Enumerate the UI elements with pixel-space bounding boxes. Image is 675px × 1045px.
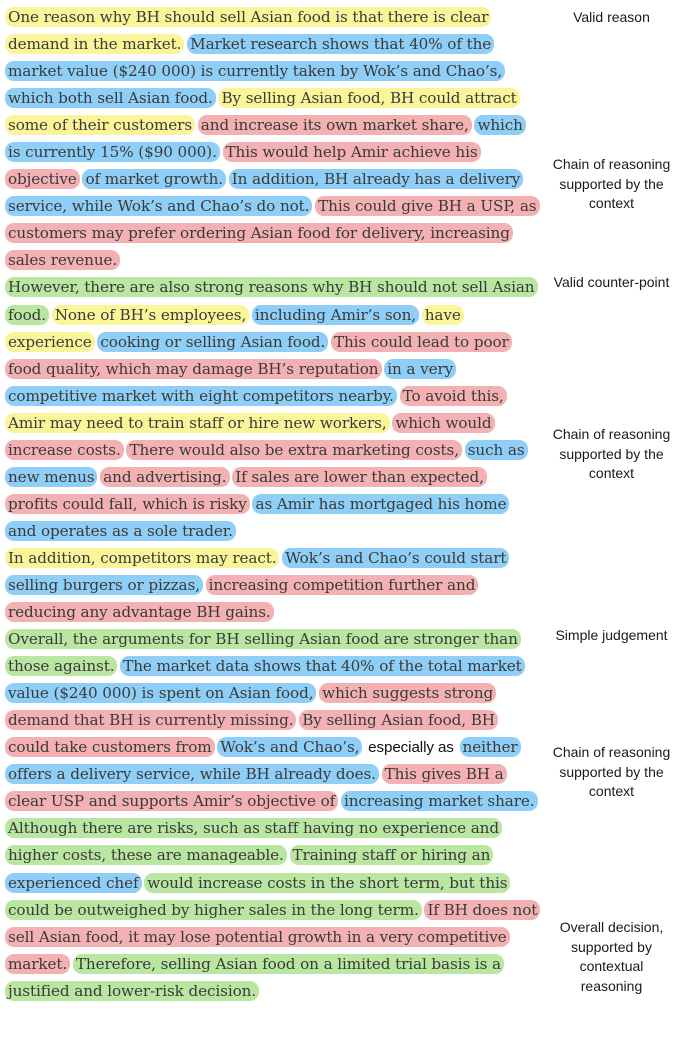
- highlight-red: and increase its own market share,: [198, 115, 472, 135]
- highlight-red: By selling Asian food, BH could take customers from: [5, 710, 498, 757]
- plain-text: especially as: [368, 739, 454, 757]
- highlight-green: Training staff or hiring an: [290, 845, 494, 865]
- annotation-column: [548, 0, 675, 1045]
- highlight-blue: Wok’s and Chao’s could start selling burgers or pizzas,: [5, 548, 509, 595]
- highlight-blue: in a very competitive market with eight competitors nearby.: [5, 359, 456, 406]
- highlight-yellow: One reason why BH should sell Asian food is that there is clear demand in the market.: [5, 7, 491, 54]
- highlight-blue: such as new menus: [5, 440, 528, 487]
- highlight-red: There would also be extra marketing costs,: [126, 440, 462, 460]
- highlight-red: This gives BH a clear USP and supports Amir’s objective of: [5, 764, 507, 811]
- annotation-overall-decision: Overall decision, supported by contextual reasoning: [559, 919, 664, 994]
- highlight-red: increasing competition further and reducing any advantage BH gains.: [5, 575, 478, 622]
- highlight-yellow: By selling Asian food, BH could attract some of their customers: [5, 88, 520, 135]
- highlight-red: If sales are lower than expected, profits could fall, which is risky: [5, 467, 487, 514]
- paragraph-judgement: [6, 626, 538, 815]
- highlight-red: which would increase costs.: [5, 413, 495, 460]
- highlight-green: Overall, the arguments for BH selling Asian food are stronger than those against.: [5, 629, 521, 676]
- highlight-yellow: Amir may need to train staff or hire new workers,: [5, 413, 390, 433]
- highlight-yellow: In addition, competitors may react.: [5, 548, 279, 568]
- annotation-valid-reason: Valid reason: [573, 9, 650, 25]
- highlight-red: which suggests strong demand that BH is currently missing.: [5, 683, 496, 730]
- highlight-blue: as Amir has mortgaged his home and operates as a sole trader.: [5, 494, 509, 541]
- highlight-yellow: None of BH’s employees,: [52, 305, 249, 325]
- paragraph-decision: [6, 815, 538, 1004]
- highlight-red: This could lead to poor food quality, which may damage BH’s reputation: [5, 332, 512, 379]
- annotation-chain-of-reasoning: Chain of reasoning supported by the context: [552, 744, 671, 799]
- annotation-chain-of-reasoning: Chain of reasoning supported by the context: [552, 426, 671, 481]
- annotation-valid-counterpoint: Valid counter-point: [553, 274, 670, 290]
- paragraph-counterpoint: [6, 274, 538, 544]
- highlight-blue: including Amir’s son,: [252, 305, 419, 325]
- highlight-red: This could give BH a USP, as customers may prefer ordering Asian food for delivery, increasing sales revenue.: [5, 196, 540, 270]
- highlight-blue: of market growth.: [82, 169, 226, 189]
- highlight-red: and advertising.: [100, 467, 229, 487]
- highlight-green: Therefore, selling Asian food on a limited trial basis is a justified and lower-risk decision.: [5, 954, 504, 1001]
- annotated-essay: [6, 4, 538, 1005]
- highlight-blue: The market data shows that 40% of the total market value ($240 000) is spent on Asian food,: [5, 656, 525, 703]
- paragraph-reason: [6, 4, 538, 274]
- highlight-green: would increase costs in the short term, but this could be outweighed by higher sales in the long term.: [5, 873, 510, 920]
- highlight-green: Although there are risks, such as staff having no experience and higher costs, these are manageable.: [5, 818, 502, 865]
- highlight-blue: Market research shows that 40% of the market value ($240 000) is currently taken by Wok’s and Chao’s, which both sell Asian food.: [5, 34, 505, 108]
- highlight-blue: In addition, BH already has a delivery service, while Wok’s and Chao’s do not.: [5, 169, 523, 216]
- highlight-red: This would help Amir achieve his objective: [5, 142, 481, 189]
- paragraph-competitors: [6, 545, 538, 626]
- highlight-blue: neither offers a delivery service, while BH already does.: [5, 737, 521, 784]
- highlight-red: If BH does not sell Asian food, it may lose potential growth in a very competitive market.: [5, 900, 540, 974]
- annotation-chain-of-reasoning: Chain of reasoning supported by the context: [552, 156, 671, 211]
- highlight-blue: which is currently 15% ($90 000).: [5, 115, 526, 162]
- highlight-red: To avoid this,: [400, 386, 507, 406]
- highlight-blue: experienced chef: [5, 873, 142, 893]
- highlight-blue: Wok’s and Chao’s,: [217, 737, 362, 757]
- annotation-simple-judgement: Simple judgement: [555, 627, 668, 643]
- highlight-blue: cooking or selling Asian food.: [97, 332, 328, 352]
- highlight-blue: increasing market share.: [341, 791, 538, 811]
- highlight-green: However, there are also strong reasons why BH should not sell Asian food.: [5, 277, 538, 324]
- highlight-yellow: have experience: [5, 305, 464, 352]
